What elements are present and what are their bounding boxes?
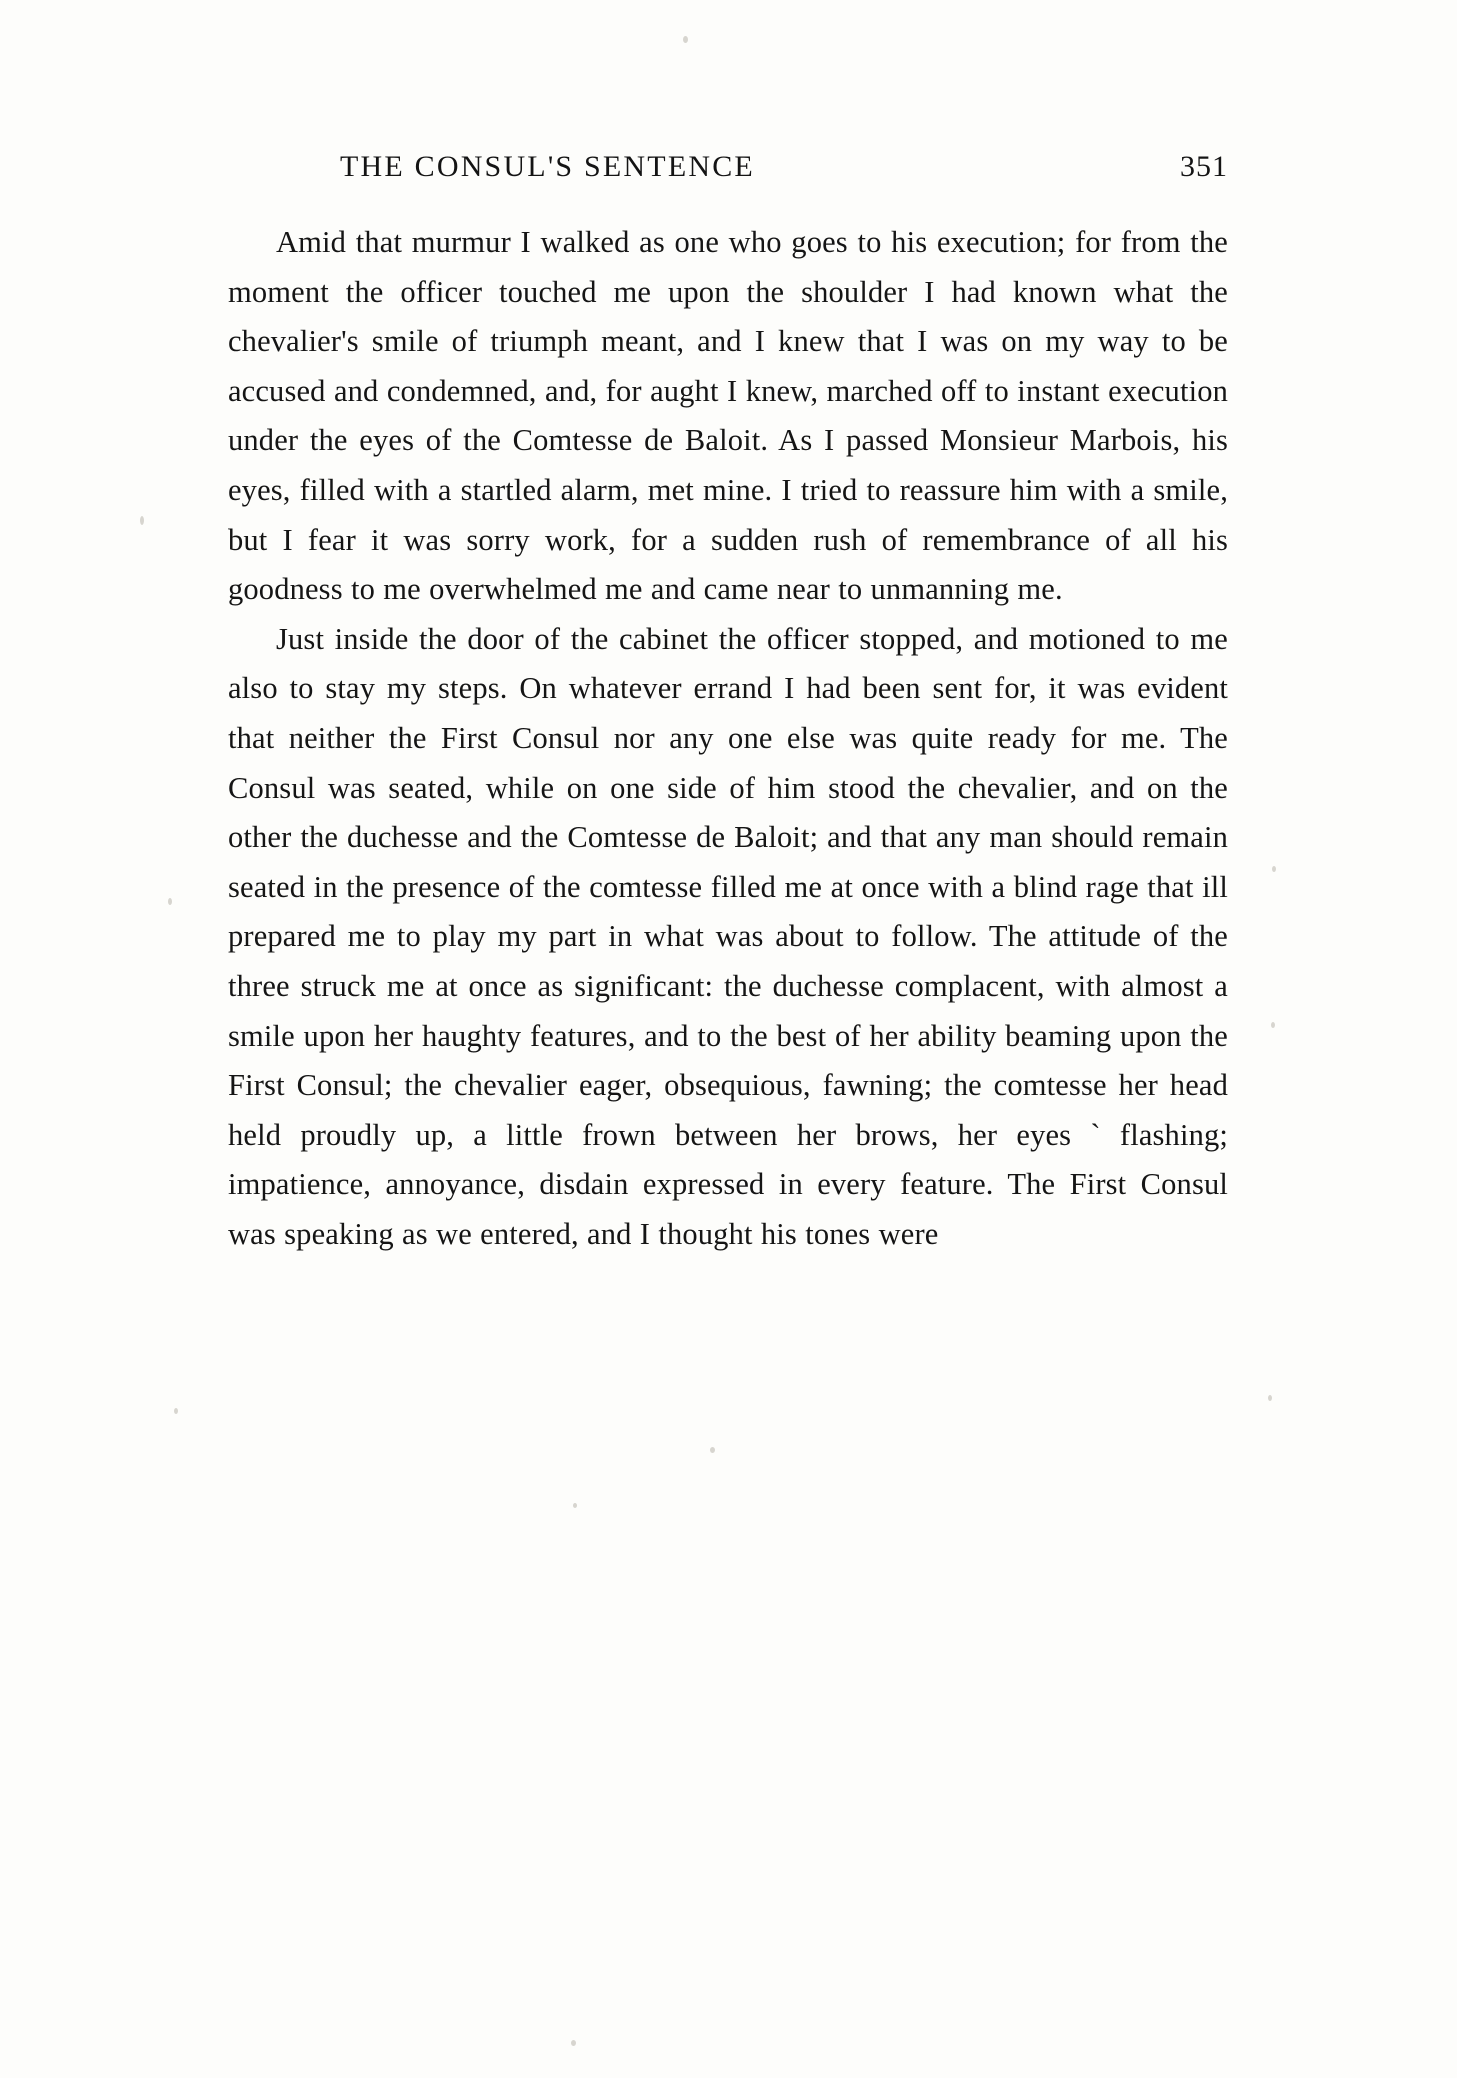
- scan-speck: [168, 898, 172, 905]
- scan-speck: [174, 1408, 178, 1414]
- paragraph: Amid that murmur I walked as one who goes to his execution; for from the moment the officer touched me upon the shoulder I had known what the chevalier's smile of triumph meant, and I knew that I was on my way to be accused and condemned, and, for aught I knew, marched off to instant execution under the eyes of the Comtesse de Baloit. As I passed Monsieur Marbois, his eyes, filled with a startled alarm, met mine. I tried to reassure him with a smile, but I fear it was sorry work, for a sudden rush of remembrance of all his goodness to me overwhelmed me and came near to unmanning me.: [228, 225, 1228, 607]
- page-number: 351: [1180, 150, 1228, 183]
- scan-speck: [140, 516, 144, 525]
- scan-speck: [573, 1503, 577, 1508]
- scan-speck: [710, 1447, 715, 1453]
- body-text: [228, 218, 1228, 1259]
- page-title: THE CONSUL'S SENTENCE: [340, 150, 755, 183]
- scan-speck: [1272, 866, 1276, 872]
- scan-speck: [683, 36, 688, 43]
- scan-speck: [1268, 1395, 1272, 1401]
- running-head: [228, 150, 1228, 184]
- page-content: [228, 150, 1228, 1259]
- scan-speck: [1271, 1022, 1275, 1028]
- scan-speck: [571, 2040, 576, 2046]
- paragraph: Just inside the door of the cabinet the officer stopped, and motioned to me also to stay my steps. On whatever errand I had been sent for, it was evident that neither the First Consul nor any one else was quite ready for me. The Consul was seated, while on one side of him stood the chevalier, and on the other the duchesse and the Comtesse de Baloit; and that any man should remain seated in the presence of the comtesse filled me at once with a blind rage that ill prepared me to play my part in what was about to follow. The attitude of the three struck me at once as significant: the duchesse complacent, with almost a smile upon her haughty features, and to the best of her ability beaming upon the First Consul; the chevalier eager, obsequious, fawning; the comtesse her head held proudly up, a little frown between her brows, her eyes ` flashing; impatience, annoyance, disdain expressed in every feature. The First Consul was speaking as we entered, and I thought his tones were: [228, 621, 1228, 1251]
